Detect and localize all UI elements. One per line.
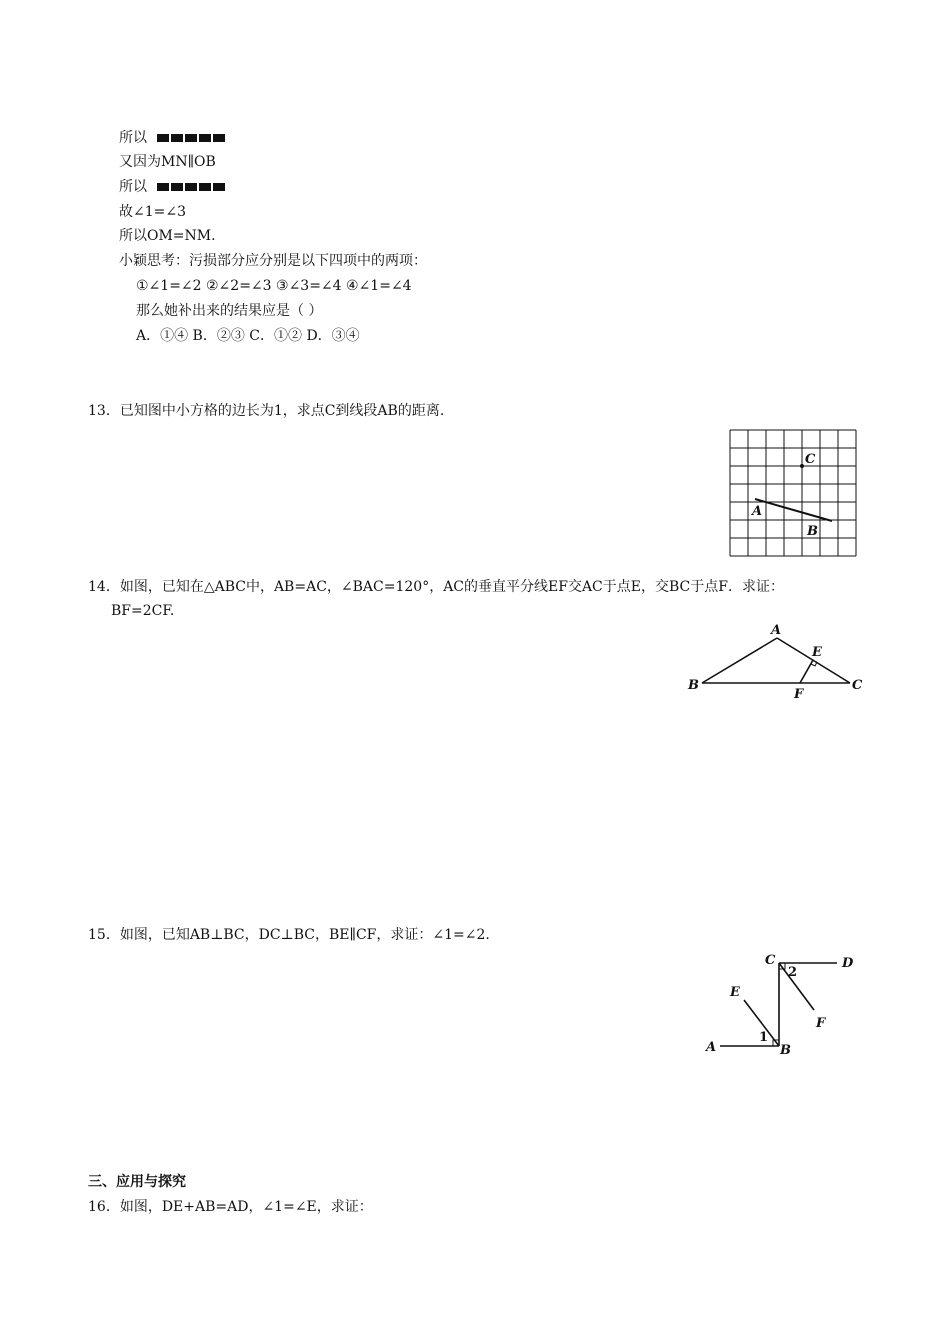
q14-text-1: 14．如图，已知在△ABC中，AB=AC，∠BAC=120°，AC的垂直平分线EF交AC于点E，交BC于点F．求证： — [88, 579, 784, 595]
label-b: B — [780, 1043, 791, 1058]
q12-question: 那么她补出来的结果应是（ ） — [136, 303, 323, 319]
q16-text: 16．如图，DE+AB=AD，∠1=∠E，求证： — [88, 1199, 373, 1215]
label-b: B — [807, 524, 818, 539]
triangle-figure — [684, 620, 864, 702]
label-e: E — [730, 985, 740, 1000]
q12-choices: A．①④ B．②③ C．①② D．③④ — [136, 328, 360, 344]
label-b: B — [688, 678, 699, 693]
proof-text: 所以 — [119, 130, 147, 146]
label-c: C — [765, 953, 776, 968]
smudge-mark — [157, 177, 227, 197]
angle-2-label: 2 — [788, 965, 798, 980]
line-ef — [800, 660, 813, 683]
proof-line-1 — [119, 128, 227, 148]
label-e: E — [812, 645, 822, 660]
proof-text: 所以 — [119, 179, 147, 195]
grid-lines — [730, 430, 856, 556]
point-c — [800, 464, 804, 468]
proof-line-3 — [119, 177, 227, 197]
proof-line-4: 故∠1=∠3 — [119, 204, 187, 220]
label-f: F — [794, 687, 804, 702]
q13-text: 13．已知图中小方格的边长为1，求点C到线段AB的距离. — [88, 403, 445, 419]
q12-options: ①∠1=∠2 ②∠2=∠3 ③∠3=∠4 ④∠1=∠4 — [136, 278, 412, 294]
proof-line-2: 又因为MN∥OB — [119, 154, 216, 170]
smudge-mark — [157, 128, 227, 148]
perpendicular-figure — [702, 950, 862, 1060]
label-c: C — [805, 452, 816, 467]
angle-1-label: 1 — [759, 1030, 769, 1045]
grid-figure — [728, 428, 860, 560]
label-a: A — [752, 504, 763, 519]
label-c: C — [852, 678, 863, 693]
label-f: F — [816, 1016, 826, 1031]
q15-text: 15．如图，已知AB⊥BC，DC⊥BC，BE∥CF，求证：∠1=∠2. — [88, 927, 490, 943]
section-title: 三、应用与探究 — [88, 1174, 186, 1190]
label-a: A — [771, 623, 782, 638]
label-a: A — [706, 1040, 717, 1055]
label-d: D — [842, 956, 854, 971]
q12-think: 小颖思考：污损部分应分别是以下四项中的两项： — [119, 253, 427, 269]
proof-line-5: 所以OM=NM. — [119, 228, 216, 244]
side-ab — [702, 638, 777, 683]
q14-text-2: BF=2CF. — [111, 603, 175, 619]
